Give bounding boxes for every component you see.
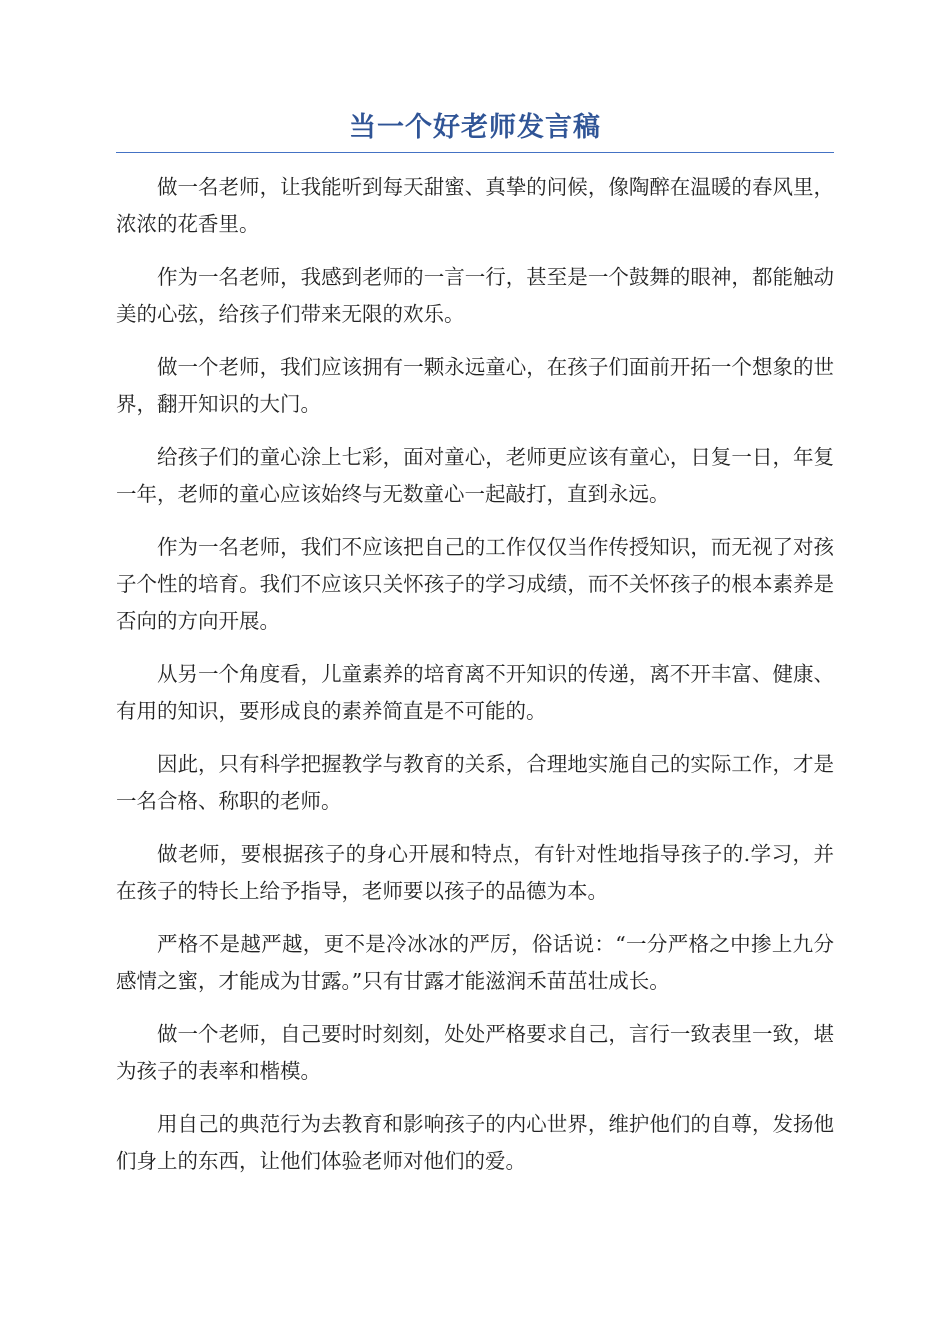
paragraph: 做老师，要根据孩子的身心开展和特点，有针对性地指导孩子的.学习，并在孩子的特长上给予指导，老师要以孩子的品德为本。 — [116, 842, 834, 903]
paragraph: 做一名老师，让我能听到每天甜蜜、真挚的问候，像陶醉在温暖的春风里，浓浓的花香里。 — [116, 175, 834, 236]
paragraph: 严格不是越严越，更不是冷冰冰的严厉，俗话说：“一分严格之中掺上九分感情之蜜，才能成为甘露。”只有甘露才能滋润禾苗茁壮成长。 — [116, 932, 834, 993]
paragraph: 从另一个角度看，儿童素养的培育离不开知识的传递，离不开丰富、健康、有用的知识，要形成良的素养简直是不可能的。 — [116, 662, 834, 723]
paragraph: 做一个老师，自己要时时刻刻，处处严格要求自己，言行一致表里一致，堪为孩子的表率和楷模。 — [116, 1022, 834, 1083]
paragraph: 做一个老师，我们应该拥有一颗永远童心，在孩子们面前开拓一个想象的世界，翻开知识的大门。 — [116, 355, 834, 416]
paragraph: 因此，只有科学把握教学与教育的关系，合理地实施自己的实际工作，才是一名合格、称职的老师。 — [116, 752, 834, 813]
paragraph: 作为一名老师，我们不应该把自己的工作仅仅当作传授知识，而无视了对孩子个性的培育。我们不应该只关怀孩子的学习成绩，而不关怀孩子的根本素养是否向的方向开展。 — [116, 535, 834, 633]
paragraph: 给孩子们的童心涂上七彩，面对童心，老师更应该有童心，日复一日，年复一年，老师的童心应该始终与无数童心一起敲打，直到永远。 — [116, 445, 834, 506]
paragraph: 作为一名老师，我感到老师的一言一行，甚至是一个鼓舞的眼神，都能触动美的心弦，给孩子们带来无限的欢乐。 — [116, 265, 834, 326]
title-underline — [116, 152, 834, 153]
document-title: 当一个好老师发言稿 — [349, 112, 601, 143]
paragraph: 用自己的典范行为去教育和影响孩子的内心世界，维护他们的自尊，发扬他们身上的东西，让他们体验老师对他们的爱。 — [116, 1112, 834, 1173]
document-page — [116, 108, 834, 1196]
